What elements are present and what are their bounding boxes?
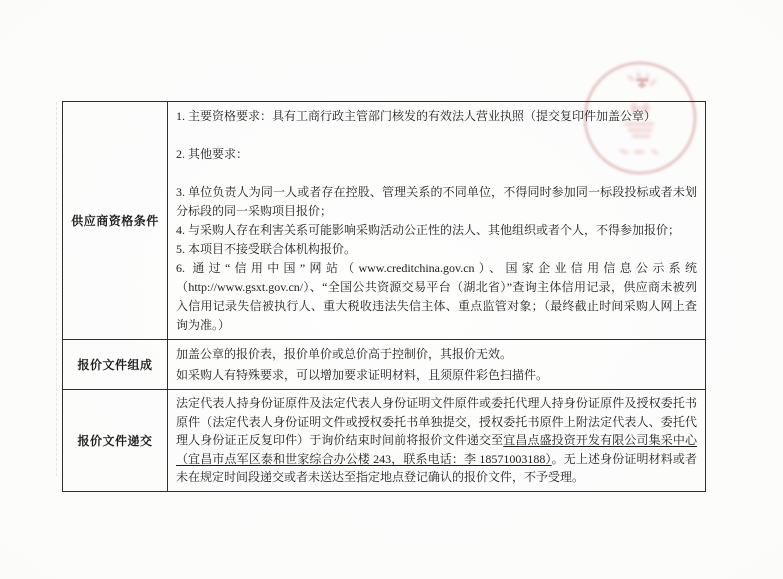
scan-artifact-line <box>56 102 57 476</box>
row-label-quotation-submission: 报价文件递交 <box>63 390 168 492</box>
row-label-quotation-composition: 报价文件组成 <box>63 340 168 390</box>
composition-item: 如采购人有特殊要求，可以增加要求证明材料，且须原件彩色扫描件。 <box>176 368 549 382</box>
composition-item: 加盖公章的报价表，报价单价或总价高于控制价，其报价无效。 <box>176 347 513 361</box>
submission-text-after: 。无上述身份证明材料或者未在规定时间段递交或者未送达至指定地点登记确认的报价文件，不予受理。 <box>176 451 697 485</box>
procurement-notice-table <box>62 101 706 492</box>
qualification-item: 5. 本项目不接受联合体机构报价。 <box>176 242 357 256</box>
submission-text-before: 法定代表人持身份证原件及法定代表人身份证明文件原件或委托代理人持身份证原件及授权委托书原件（法定代表人身份证明文件或授权委托书单独提交，授权委托书原件上附法定代表人、委托代理人身份证正反复印件）于询价结束时间前将报价文件递交至 <box>176 396 697 448</box>
submission-address-underlined: 宜昌点盛投资开发有限公司集采中心（宜昌市点军区泰和世家综合办公楼 243，联系电话：李 18571003188） <box>176 433 697 466</box>
row-content-quotation-composition <box>168 340 706 390</box>
table-body <box>63 102 706 492</box>
qualification-item: 1. 主要资格要求：具有工商行政主管部门核发的有效法人营业执照（提交复印件加盖公章） <box>176 109 657 123</box>
row-content-quotation-submission <box>168 390 706 492</box>
submission-paragraph <box>176 394 697 487</box>
row-label-supplier-qualification: 供应商资格条件 <box>63 102 168 340</box>
table-row-supplier-qualification <box>63 102 706 340</box>
qualification-item: 3. 单位负责人为同一人或者存在控股、管理关系的不同单位，不得同时参加同一标段投标或者未划分标段的同一采购项目报价； <box>176 185 697 218</box>
qualification-item: 2. 其他要求： <box>176 147 249 161</box>
table-row-quotation-composition <box>63 340 706 390</box>
qualification-item: 6. 通过“信用中国”网站（www.creditchina.gov.cn）、国家企业信用信息公示系统（http://www.gsxt.gov.cn/）、“全国公共资源交易平台（湖北省）”查询主体信用记录，供应商未被列入信用记录失信被执行人、重大税收违法失信主体、重点监管对象；（最终截止时间采购人网上查询为准。） <box>176 261 697 332</box>
qualification-item: 4. 与采购人存在利害关系可能影响采购活动公正性的法人、其他组织或者个人，不得参加报价； <box>176 223 681 237</box>
row-content-supplier-qualification <box>168 102 706 340</box>
table-row-quotation-submission <box>63 390 706 492</box>
